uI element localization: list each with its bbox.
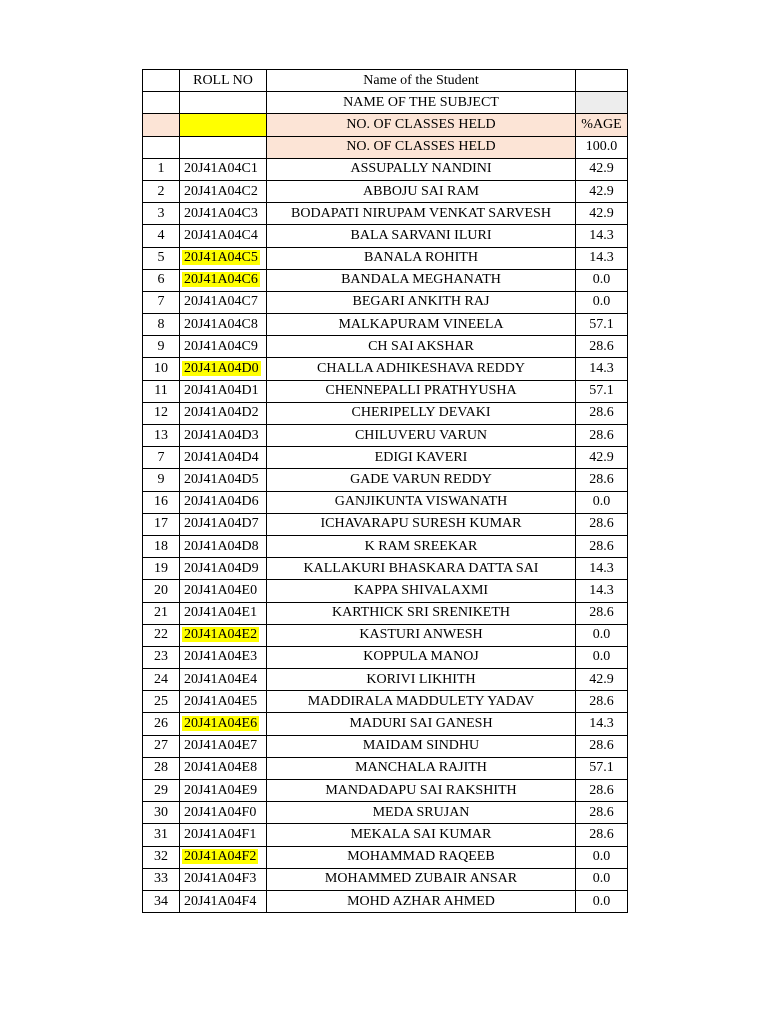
- roll-number-cell: [180, 580, 267, 602]
- roll-number: 20J41A04E1: [184, 605, 258, 621]
- serial-number: 21: [143, 602, 180, 624]
- student-name: ABBOJU SAI RAM: [267, 180, 576, 202]
- attendance-percentage: 14.3: [576, 247, 628, 269]
- student-name: MADURI SAI GANESH: [267, 713, 576, 735]
- serial-number: 18: [143, 535, 180, 557]
- roll-number: 20J41A04E8: [184, 760, 258, 776]
- student-name: BANDALA MEGHANATH: [267, 269, 576, 291]
- attendance-percentage: 28.6: [576, 402, 628, 424]
- roll-number-cell: [180, 358, 267, 380]
- roll-number: 20J41A04F4: [184, 893, 257, 909]
- table-row: [143, 269, 628, 291]
- serial-number: 7: [143, 291, 180, 313]
- classes-held-total-label: NO. OF CLASSES HELD: [267, 136, 576, 158]
- attendance-percentage: 0.0: [576, 624, 628, 646]
- serial-number: 32: [143, 846, 180, 868]
- student-name: CHILUVERU VARUN: [267, 425, 576, 447]
- serial-number: 30: [143, 802, 180, 824]
- student-name: MAIDAM SINDHU: [267, 735, 576, 757]
- roll-number: 20J41A04C6: [184, 272, 258, 288]
- empty-cell: [143, 136, 180, 158]
- roll-number-cell: [180, 314, 267, 336]
- attendance-percentage: 42.9: [576, 158, 628, 180]
- empty-cell: [143, 92, 180, 114]
- serial-number: 23: [143, 646, 180, 668]
- roll-number-cell: [180, 868, 267, 890]
- roll-number: 20J41A04D9: [184, 560, 259, 576]
- serial-number: 12: [143, 402, 180, 424]
- attendance-percentage: 0.0: [576, 646, 628, 668]
- serial-number: 29: [143, 780, 180, 802]
- table-row: [143, 602, 628, 624]
- attendance-percentage: 14.3: [576, 580, 628, 602]
- roll-number-cell: [180, 447, 267, 469]
- attendance-percentage: 28.6: [576, 780, 628, 802]
- table-row: [143, 291, 628, 313]
- serial-number: 19: [143, 558, 180, 580]
- serial-number: 31: [143, 824, 180, 846]
- serial-number: 10: [143, 358, 180, 380]
- roll-number: 20J41A04E5: [184, 693, 258, 709]
- roll-number: 20J41A04C9: [184, 338, 258, 354]
- roll-number-cell: [180, 380, 267, 402]
- student-name: MADDIRALA MADDULETY YADAV: [267, 691, 576, 713]
- student-name: CHALLA ADHIKESHAVA REDDY: [267, 358, 576, 380]
- header-row-columns: [143, 70, 628, 92]
- attendance-percentage: 42.9: [576, 180, 628, 202]
- subject-pct-cell: [576, 92, 628, 114]
- roll-number-cell: [180, 425, 267, 447]
- roll-number: 20J41A04F0: [184, 804, 257, 820]
- student-name: MOHAMMED ZUBAIR ANSAR: [267, 868, 576, 890]
- table-row: [143, 802, 628, 824]
- total-pct-value: 100.0: [576, 136, 628, 158]
- roll-number: 20J41A04D7: [184, 516, 259, 532]
- attendance-percentage: 28.6: [576, 535, 628, 557]
- student-name: ICHAVARAPU SURESH KUMAR: [267, 513, 576, 535]
- roll-number-cell: [180, 469, 267, 491]
- roll-number: 20J41A04C8: [184, 316, 258, 332]
- attendance-table: [142, 69, 628, 913]
- serial-number: 6: [143, 269, 180, 291]
- roll-number-cell: [180, 158, 267, 180]
- table-row: [143, 735, 628, 757]
- table-row: [143, 669, 628, 691]
- roll-number-cell: [180, 824, 267, 846]
- attendance-percentage: 28.6: [576, 425, 628, 447]
- roll-number-cell: [180, 291, 267, 313]
- roll-number: 20J41A04F3: [184, 871, 257, 887]
- table-row: [143, 757, 628, 779]
- attendance-percentage: 28.6: [576, 602, 628, 624]
- table-row: [143, 513, 628, 535]
- serial-number: 11: [143, 380, 180, 402]
- student-name: MANDADAPU SAI RAKSHITH: [267, 780, 576, 802]
- student-name: KALLAKURI BHASKARA DATTA SAI: [267, 558, 576, 580]
- roll-number: 20J41A04D4: [184, 449, 259, 465]
- roll-number: 20J41A04D8: [184, 538, 259, 554]
- student-name: KASTURI ANWESH: [267, 624, 576, 646]
- roll-number: 20J41A04E7: [184, 738, 258, 754]
- table-row: [143, 425, 628, 447]
- empty-cell: [180, 92, 267, 114]
- attendance-percentage: 14.3: [576, 558, 628, 580]
- attendance-sheet: [142, 69, 628, 913]
- attendance-percentage: 42.9: [576, 669, 628, 691]
- roll-number-cell: [180, 513, 267, 535]
- roll-number-cell: [180, 535, 267, 557]
- attendance-percentage: 28.6: [576, 469, 628, 491]
- roll-number: 20J41A04F1: [184, 826, 257, 842]
- attendance-percentage: 0.0: [576, 846, 628, 868]
- roll-no-header: ROLL NO: [180, 70, 267, 92]
- empty-cell: [180, 136, 267, 158]
- table-row: [143, 491, 628, 513]
- empty-yellow-cell: [180, 114, 267, 136]
- roll-number: 20J41A04F2: [184, 849, 257, 865]
- roll-number: 20J41A04D5: [184, 471, 259, 487]
- serial-number: 4: [143, 225, 180, 247]
- student-name: K RAM SREEKAR: [267, 535, 576, 557]
- student-name: BALA SARVANI ILURI: [267, 225, 576, 247]
- serial-number: 22: [143, 624, 180, 646]
- roll-number-cell: [180, 402, 267, 424]
- table-row: [143, 824, 628, 846]
- student-name: MANCHALA RAJITH: [267, 757, 576, 779]
- roll-number-cell: [180, 735, 267, 757]
- header-row-subject: [143, 92, 628, 114]
- student-name: BANALA ROHITH: [267, 247, 576, 269]
- pct-header-cell: [576, 70, 628, 92]
- table-row: [143, 358, 628, 380]
- table-row: [143, 402, 628, 424]
- serial-number: 7: [143, 447, 180, 469]
- roll-number: 20J41A04D2: [184, 405, 259, 421]
- attendance-percentage: 0.0: [576, 491, 628, 513]
- student-name: MOHAMMAD RAQEEB: [267, 846, 576, 868]
- table-row: [143, 580, 628, 602]
- student-name: GANJIKUNTA VISWANATH: [267, 491, 576, 513]
- roll-number-cell: [180, 225, 267, 247]
- student-name: MOHD AZHAR AHMED: [267, 890, 576, 912]
- table-row: [143, 225, 628, 247]
- roll-number-cell: [180, 203, 267, 225]
- attendance-percentage: 28.6: [576, 735, 628, 757]
- student-name: CHERIPELLY DEVAKI: [267, 402, 576, 424]
- table-row: [143, 558, 628, 580]
- student-name: MEKALA SAI KUMAR: [267, 824, 576, 846]
- roll-number-cell: [180, 624, 267, 646]
- table-row: [143, 314, 628, 336]
- roll-number: 20J41A04E6: [184, 716, 258, 732]
- roll-number: 20J41A04D6: [184, 494, 259, 510]
- table-row: [143, 846, 628, 868]
- serial-number: 13: [143, 425, 180, 447]
- serial-number: 28: [143, 757, 180, 779]
- attendance-percentage: 42.9: [576, 203, 628, 225]
- student-name: KAPPA SHIVALAXMI: [267, 580, 576, 602]
- table-row: [143, 713, 628, 735]
- table-row: [143, 336, 628, 358]
- roll-number-cell: [180, 757, 267, 779]
- student-name: MALKAPURAM VINEELA: [267, 314, 576, 336]
- roll-number: 20J41A04E3: [184, 649, 258, 665]
- table-row: [143, 180, 628, 202]
- serial-number: 34: [143, 890, 180, 912]
- table-row: [143, 469, 628, 491]
- roll-number-cell: [180, 646, 267, 668]
- classes-held-header: NO. OF CLASSES HELD: [267, 114, 576, 136]
- serial-number: 8: [143, 314, 180, 336]
- student-name: GADE VARUN REDDY: [267, 469, 576, 491]
- roll-number: 20J41A04D1: [184, 383, 259, 399]
- roll-number: 20J41A04C5: [184, 250, 258, 266]
- student-name: BEGARI ANKITH RAJ: [267, 291, 576, 313]
- attendance-percentage: 14.3: [576, 358, 628, 380]
- table-row: [143, 868, 628, 890]
- roll-number: 20J41A04E9: [184, 782, 258, 798]
- table-row: [143, 535, 628, 557]
- attendance-percentage: 14.3: [576, 225, 628, 247]
- serial-number: 27: [143, 735, 180, 757]
- header-row-classes-total: [143, 136, 628, 158]
- roll-number-cell: [180, 247, 267, 269]
- attendance-percentage: 28.6: [576, 691, 628, 713]
- table-row: [143, 890, 628, 912]
- roll-number: 20J41A04E2: [184, 627, 258, 643]
- student-name: MEDA SRUJAN: [267, 802, 576, 824]
- attendance-percentage: 14.3: [576, 713, 628, 735]
- attendance-percentage: 42.9: [576, 447, 628, 469]
- serial-number: 25: [143, 691, 180, 713]
- attendance-percentage: 28.6: [576, 336, 628, 358]
- roll-number-cell: [180, 558, 267, 580]
- table-row: [143, 380, 628, 402]
- student-name: KARTHICK SRI SRENIKETH: [267, 602, 576, 624]
- roll-number: 20J41A04C7: [184, 294, 258, 310]
- serial-number: 1: [143, 158, 180, 180]
- roll-number: 20J41A04C2: [184, 183, 258, 199]
- roll-number-cell: [180, 669, 267, 691]
- roll-number: 20J41A04E0: [184, 582, 258, 598]
- attendance-percentage: 28.6: [576, 824, 628, 846]
- attendance-percentage: 0.0: [576, 868, 628, 890]
- serial-number: 24: [143, 669, 180, 691]
- attendance-percentage: 0.0: [576, 269, 628, 291]
- serial-number: 9: [143, 469, 180, 491]
- roll-number: 20J41A04C3: [184, 205, 258, 221]
- table-row: [143, 780, 628, 802]
- serial-number: 9: [143, 336, 180, 358]
- table-row: [143, 247, 628, 269]
- roll-number: 20J41A04E4: [184, 671, 258, 687]
- attendance-percentage: 57.1: [576, 757, 628, 779]
- roll-number-cell: [180, 602, 267, 624]
- serial-number: 5: [143, 247, 180, 269]
- roll-number-cell: [180, 713, 267, 735]
- roll-number: 20J41A04C1: [184, 161, 258, 177]
- table-row: [143, 624, 628, 646]
- table-row: [143, 691, 628, 713]
- student-name: BODAPATI NIRUPAM VENKAT SARVESH: [267, 203, 576, 225]
- attendance-percentage: 57.1: [576, 380, 628, 402]
- student-name: CH SAI AKSHAR: [267, 336, 576, 358]
- student-name: KOPPULA MANOJ: [267, 646, 576, 668]
- serial-number: 3: [143, 203, 180, 225]
- roll-number-cell: [180, 780, 267, 802]
- empty-peach-cell: [143, 114, 180, 136]
- serial-number: 20: [143, 580, 180, 602]
- table-row: [143, 447, 628, 469]
- table-row: [143, 646, 628, 668]
- roll-number-cell: [180, 802, 267, 824]
- roll-number: 20J41A04D0: [184, 361, 259, 377]
- student-name: ASSUPALLY NANDINI: [267, 158, 576, 180]
- roll-number-cell: [180, 269, 267, 291]
- student-name: KORIVI LIKHITH: [267, 669, 576, 691]
- student-name-header: Name of the Student: [267, 70, 576, 92]
- serial-number: 2: [143, 180, 180, 202]
- table-row: [143, 158, 628, 180]
- roll-number-cell: [180, 691, 267, 713]
- roll-number-cell: [180, 846, 267, 868]
- subject-name-header: NAME OF THE SUBJECT: [267, 92, 576, 114]
- roll-number-cell: [180, 180, 267, 202]
- roll-number-cell: [180, 491, 267, 513]
- sno-header-cell: [143, 70, 180, 92]
- roll-number: 20J41A04D3: [184, 427, 259, 443]
- roll-number: 20J41A04C4: [184, 227, 258, 243]
- attendance-percentage: 57.1: [576, 314, 628, 336]
- attendance-percentage: 28.6: [576, 513, 628, 535]
- serial-number: 26: [143, 713, 180, 735]
- attendance-percentage: 28.6: [576, 802, 628, 824]
- student-name: CHENNEPALLI PRATHYUSHA: [267, 380, 576, 402]
- roll-number-cell: [180, 336, 267, 358]
- serial-number: 17: [143, 513, 180, 535]
- attendance-percentage: 0.0: [576, 291, 628, 313]
- attendance-percentage: 0.0: [576, 890, 628, 912]
- pct-age-header: %AGE: [576, 114, 628, 136]
- serial-number: 33: [143, 868, 180, 890]
- roll-number-cell: [180, 890, 267, 912]
- header-row-classes-held: [143, 114, 628, 136]
- serial-number: 16: [143, 491, 180, 513]
- table-row: [143, 203, 628, 225]
- student-name: EDIGI KAVERI: [267, 447, 576, 469]
